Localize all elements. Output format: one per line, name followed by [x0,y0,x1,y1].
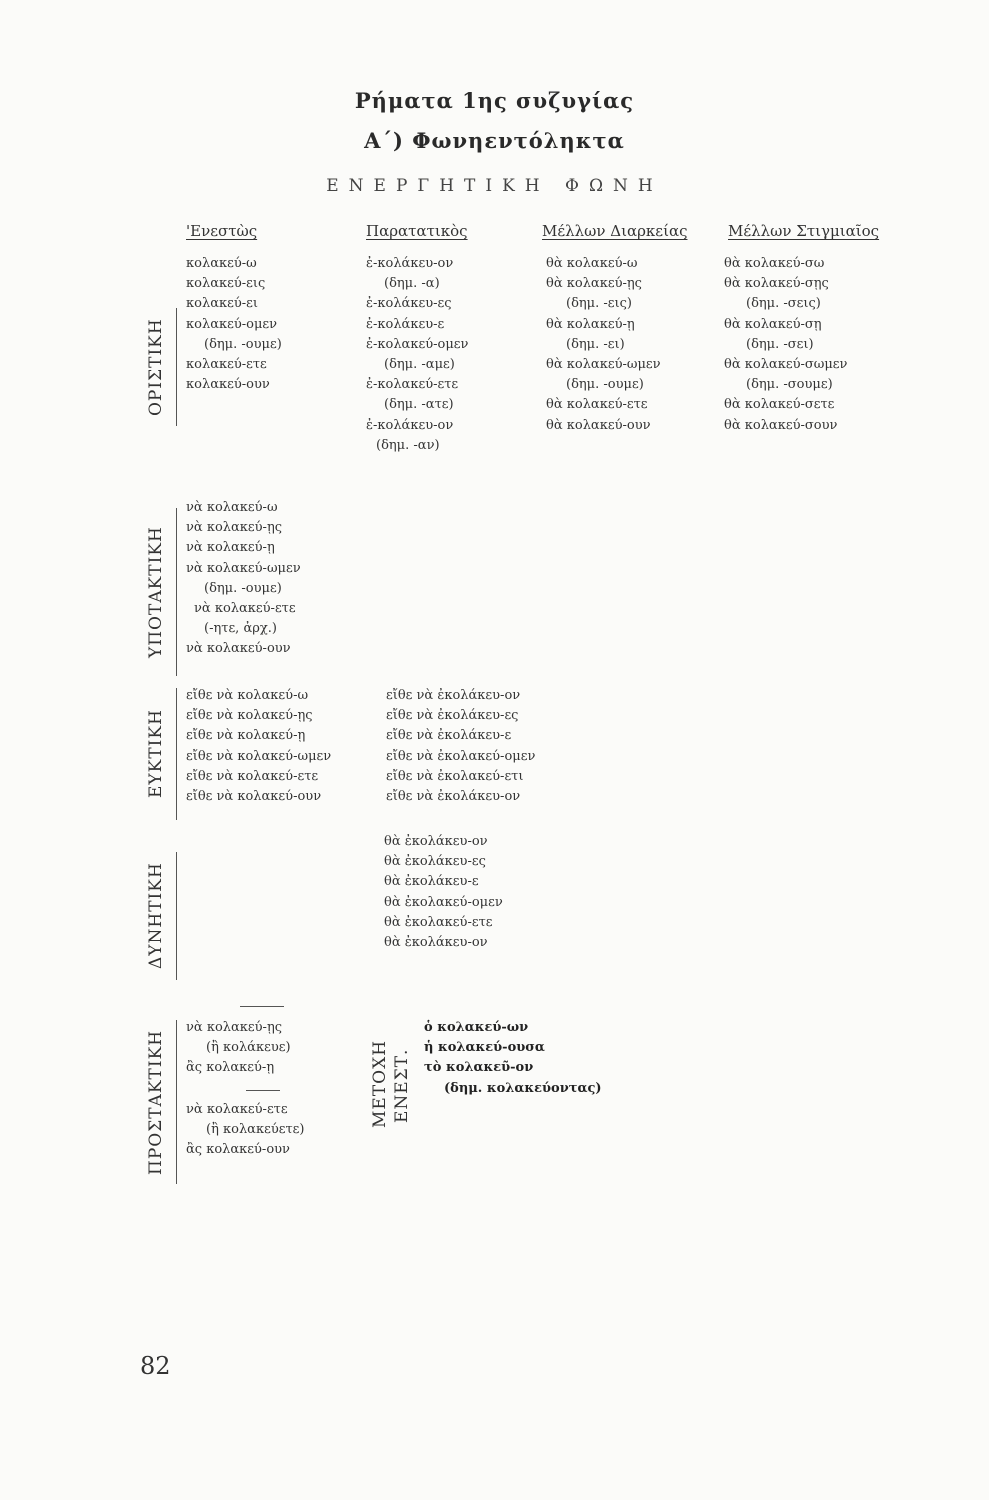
form-line: κολακεύ-ομεν [186,316,278,332]
form-line: ἡ κολακεύ-ουσα [424,1040,545,1056]
indicative-imperfect-list [366,254,468,456]
participle-label: ΜΕΤΟΧΗ [370,1039,390,1129]
col-heading-present: 'Ενεστὼς [186,222,258,240]
indicative-rule [176,308,177,426]
form-line: εἴθε νὰ ἐκολακεύ-ετι [386,768,524,784]
indicative-present-list [186,254,282,395]
form-line: θὰ κολακεύ-σω [724,256,825,271]
col-heading-future-continuous: Μέλλων Διαρκείας [542,222,688,240]
form-line: (δημ. -σει) [746,336,814,352]
page-title: Ρήματα 1ης συζυγίας [354,88,635,113]
imperative-group-1 [186,1018,291,1079]
voice-heading: ΕΝΕΡΓΗΤΙΚΗ ΦΩΝΗ [326,176,663,196]
form-line: εἴθε νὰ ἐκολάκευ-ες [386,708,519,724]
optative-imperfect-list [386,686,535,807]
form-line: κολακεύ-ει [186,296,258,312]
form-line: (ἢ κολακεύετε) [206,1122,305,1138]
form-line: θὰ κολακεύ-σετε [724,397,835,413]
form-line: (δημ. -αν) [376,437,440,453]
form-line: ὁ κολακεύ-ων [424,1020,529,1035]
form-line: (δημ. -ουμε) [204,580,282,596]
form-line: (δημ. -αμε) [384,357,455,373]
form-line: θὰ κολακεύ-ωμεν [546,357,661,373]
form-line: θὰ ἐκολάκευ-ες [384,854,486,870]
form-line: ἂς κολακεύ-ῃ [186,1060,275,1076]
form-line: ἐ-κολάκευ-ον [366,256,454,271]
page-number: 82 [140,1352,171,1380]
form-line: κολακεύ-εις [186,276,266,292]
form-line: θὰ κολακεύ-σωμεν [724,357,848,373]
form-line: ἐ-κολακεύ-ετε [366,377,459,393]
form-line: ἐ-κολακεύ-ομεν [366,336,469,352]
form-line: νὰ κολακεύ-ετε [194,601,296,617]
form-line: θὰ κολακεύ-ουν [546,417,651,433]
form-line: τὸ κολακεῦ-ον [424,1060,534,1076]
form-line: κολακεύ-ουν [186,377,270,393]
imperative-middle-rule [246,1090,280,1091]
form-line: θὰ ἐκολάκευ-ον [384,935,488,951]
form-line: θὰ κολακεύ-ω [546,256,638,271]
optative-present-list [186,686,331,807]
subjunctive-list [186,498,301,660]
form-line: θὰ κολακεύ-ετε [546,397,648,413]
conditional-rule [176,852,177,980]
form-line: (δημ. κολακεύοντας) [444,1080,602,1096]
form-line: θὰ κολακεύ-σῃ [724,316,822,332]
form-line: (δημ. -ουμε) [204,336,282,352]
form-line: θὰ ἐκολάκευ-ε [384,874,479,890]
imperative-rule [176,1020,177,1184]
imperative-top-rule [240,1006,284,1007]
form-line: (δημ. -ουμε) [566,377,644,393]
optative-label: ΕΥΚΤΙΚΗ [146,709,166,799]
form-line: κολακεύ-ετε [186,357,267,373]
form-line: εἴθε νὰ ἐκολάκευ-ον [386,789,521,805]
form-line: (δημ. -σεις) [746,296,821,312]
participle-list [424,1018,602,1099]
form-line: θὰ κολακεύ-ῃ [546,316,635,332]
form-line: εἴθε νὰ ἐκολάκευ-ε [386,728,512,744]
form-line: εἴθε νὰ κολακεύ-ῃς [186,708,313,724]
form-line: (ἢ κολάκευε) [206,1040,291,1056]
form-line: (δημ. -ατε) [384,397,454,413]
form-line: νὰ κολακεύ-ῃς [186,520,283,536]
form-line: νὰ κολακεύ-ῃ [186,540,275,556]
subjunctive-rule [176,508,177,676]
section-subtitle: Α΄) Φωνηεντόληκτα [364,128,625,153]
form-line: ἐ-κολάκευ-ες [366,296,452,312]
form-line: εἴθε νὰ κολακεύ-ῃ [186,728,306,744]
optative-rule [176,688,177,820]
form-line: (δημ. -α) [384,276,440,292]
form-line: νὰ κολακεύ-ωμεν [186,560,301,576]
indicative-label: ΟΡΙΣΤΙΚΗ [146,318,166,416]
form-line: νὰ κολακεύ-ουν [186,641,291,657]
form-line: ἐ-κολάκευ-ον [366,417,454,433]
form-line: νὰ κολακεύ-ῃς [186,1020,283,1035]
indicative-future-continuous-list [546,254,661,436]
imperative-label: ΠΡΟΣΤΑΚΤΙΚΗ [146,1029,166,1175]
form-line: νὰ κολακεύ-ω [186,500,278,515]
form-line: θὰ ἐκολακεύ-ετε [384,914,493,930]
indicative-future-simple-list [724,254,847,436]
form-line: ἂς κολακεύ-ουν [186,1142,290,1158]
form-line: θὰ ἐκολάκευ-ον [384,834,488,849]
col-heading-future-simple: Μέλλων Στιγμιαῖος [728,222,880,240]
col-heading-imperfect: Παρατατικὸς [366,222,468,240]
form-line: ἐ-κολάκευ-ε [366,316,445,332]
form-line: (-ητε, ἀρχ.) [204,621,277,637]
form-line: (δημ. -σουμε) [746,377,833,393]
participle-sublabel: ΕΝΕΣΤ. [392,1048,412,1124]
conditional-list [384,832,503,953]
form-line: εἴθε νὰ κολακεύ-ουν [186,789,322,805]
form-line: εἴθε νὰ κολακεύ-ω [186,688,309,703]
form-line: (δημ. -ει) [566,336,625,352]
form-line: εἴθε νὰ κολακεύ-ωμεν [186,748,332,764]
form-line: κολακεύ-ω [186,256,257,271]
form-line: θὰ κολακεύ-σῃς [724,276,829,292]
subjunctive-label: ΥΠΟΤΑΚΤΙΚΗ [146,526,166,658]
form-line: (δημ. -εις) [566,296,632,312]
form-line: θὰ κολακεύ-σουν [724,417,838,433]
form-line: θὰ ἐκολακεύ-ομεν [384,894,503,910]
form-line: εἴθε νὰ κολακεύ-ετε [186,768,319,784]
form-line: νὰ κολακεύ-ετε [186,1102,288,1117]
form-line: θὰ κολακεύ-ῃς [546,276,642,292]
conditional-label: ΔΥΝΗΤΙΚΗ [146,862,166,970]
imperative-group-2 [186,1100,304,1161]
form-line: εἴθε νὰ ἐκολακεύ-ομεν [386,748,536,764]
form-line: εἴθε νὰ ἐκολάκευ-ον [386,688,521,703]
